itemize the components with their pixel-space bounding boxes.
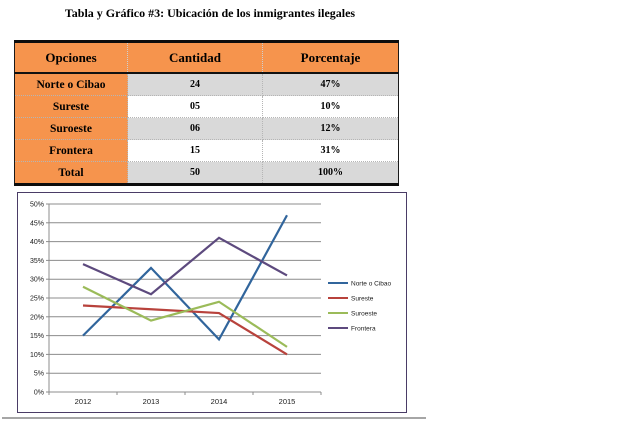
horizontal-divider [2, 417, 426, 419]
table-header-row [15, 42, 399, 74]
x-axis-label: 2012 [74, 397, 92, 406]
y-axis-label: 5% [33, 370, 44, 378]
y-axis-label: 35% [29, 257, 44, 265]
row-label: Frontera [15, 140, 128, 162]
row-label: Suroeste [15, 118, 128, 140]
data-table [14, 40, 399, 186]
cantidad-cell: 06 [128, 118, 263, 140]
y-axis-label: 50% [29, 201, 44, 209]
line-chart-frame [17, 192, 407, 413]
porcentaje-cell: 31% [263, 140, 399, 162]
x-axis-label: 2013 [142, 397, 160, 406]
table-row [15, 162, 399, 185]
y-axis-label: 40% [29, 239, 44, 247]
table-row [15, 96, 399, 118]
x-axis-label: 2015 [278, 397, 296, 406]
porcentaje-cell: 12% [263, 118, 399, 140]
legend-label: Sureste [351, 295, 374, 303]
table-row [15, 73, 399, 96]
column-header-opciones: Opciones [15, 42, 128, 74]
table-row [15, 140, 399, 162]
y-axis-label: 15% [29, 333, 44, 341]
cantidad-cell: 50 [128, 162, 263, 185]
column-header-porcentaje: Porcentaje [263, 42, 399, 74]
row-label: Norte o Cibao [15, 73, 128, 96]
column-header-cantidad: Cantidad [128, 42, 263, 74]
y-axis-label: 30% [29, 276, 44, 284]
porcentaje-cell: 47% [263, 73, 399, 96]
legend-label: Norte o Cibao [351, 280, 392, 288]
porcentaje-cell: 100% [263, 162, 399, 185]
y-axis-label: 0% [33, 389, 44, 397]
legend-label: Suroeste [351, 310, 378, 318]
series-line-sureste [83, 306, 287, 355]
cantidad-cell: 05 [128, 96, 263, 118]
x-axis-label: 2014 [210, 397, 228, 406]
y-axis-label: 25% [29, 295, 44, 303]
table-row [15, 118, 399, 140]
page-title: Tabla y Gráfico #3: Ubicación de los inmigrantes ilegales [64, 6, 356, 20]
line-chart [18, 193, 402, 408]
series-line-frontera [83, 238, 287, 294]
cantidad-cell: 24 [128, 73, 263, 96]
porcentaje-cell: 10% [263, 96, 399, 118]
cantidad-cell: 15 [128, 140, 263, 162]
row-label: Total [15, 162, 128, 185]
legend-label: Frontera [351, 325, 376, 333]
y-axis-label: 20% [29, 314, 44, 322]
y-axis-label: 10% [29, 351, 44, 359]
row-label: Sureste [15, 96, 128, 118]
y-axis-label: 45% [29, 220, 44, 228]
